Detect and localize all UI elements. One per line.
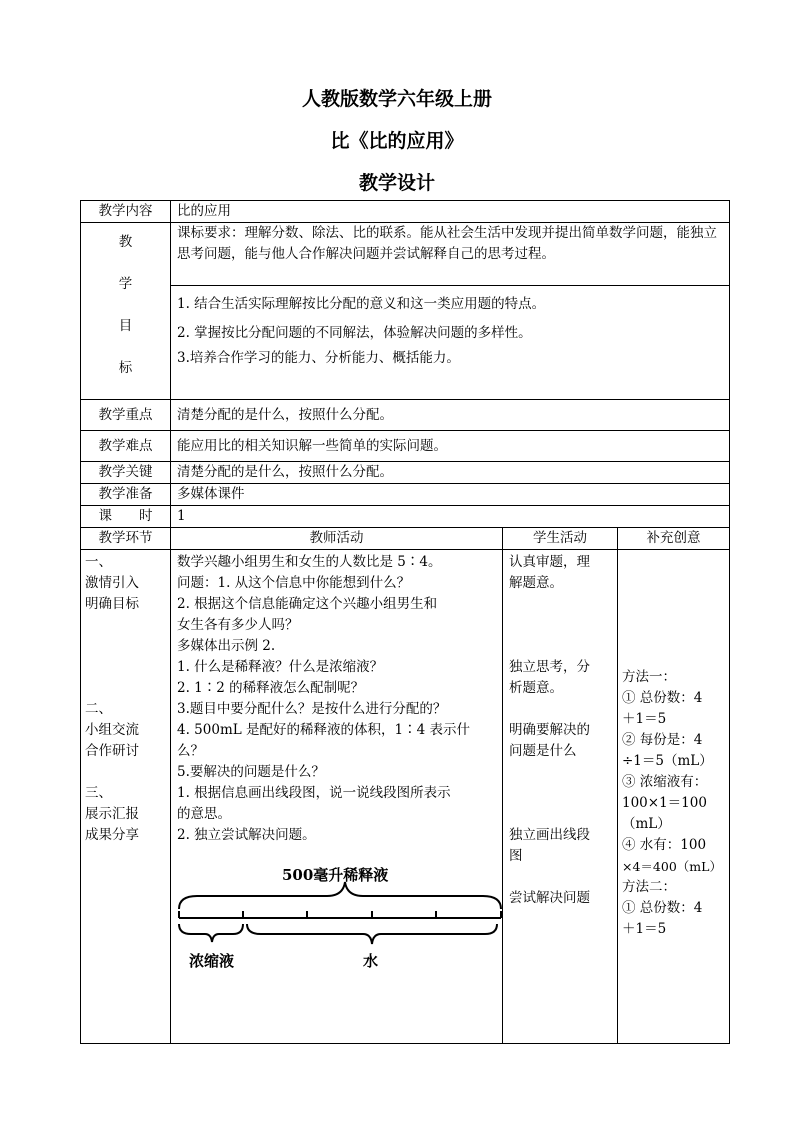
diagram-total-label: 500毫升稀释液 <box>282 866 389 884</box>
goals-label-char: 教 <box>118 234 133 250</box>
goals-label <box>81 223 171 400</box>
goals-items <box>171 286 730 400</box>
extra-line: 方法二： <box>622 879 676 895</box>
teacher-line: 女生各有多少人吗？ <box>177 617 299 633</box>
lesson-plan-table <box>80 200 730 1044</box>
teacher-line: 的意思。 <box>177 806 231 822</box>
student-line: 独立思考，分 <box>509 659 590 675</box>
diagram-water-label: 水 <box>363 952 379 970</box>
extra-line: ② 每份是：4 <box>622 732 703 748</box>
teacher-line: 2. 独立尝试解决问题。 <box>177 827 316 843</box>
teacher-line: 2. 1∶2 的稀释液怎么配制呢？ <box>177 680 365 696</box>
stage-line: 二、 <box>85 701 112 717</box>
left-brace <box>179 924 243 942</box>
student-line: 解题意。 <box>509 575 563 591</box>
row-goals-items <box>81 286 730 400</box>
extra-line: （mL） <box>622 816 671 832</box>
teacher-line: 1. 什么是稀释液？什么是浓缩液？ <box>177 659 384 675</box>
key-label: 教学关键 <box>81 462 171 484</box>
teacher-line: 3.题目中要分配什么？是按什么进行分配的？ <box>177 701 447 717</box>
goals-standard: 课标要求：理解分数、除法、比的联系。能从社会生活中发现并提出简单数学问题，能独立思考问题，能与他人合作解决问题并尝试解释自己的思考过程。 <box>171 223 730 286</box>
header-stage: 教学环节 <box>81 528 171 550</box>
goal-item: 1. 结合生活实际理解按比分配的意义和这一类应用题的特点。 <box>177 296 546 312</box>
stage-line: 成果分享 <box>85 827 139 843</box>
diagram-concentrate-label: 浓缩液 <box>189 952 235 970</box>
row-difficulty <box>81 431 730 462</box>
stage-line: 激情引入 <box>85 575 139 591</box>
stage-line: 展示汇报 <box>85 806 139 822</box>
student-line: 独立画出线段 <box>509 827 590 843</box>
teacher-line: 问题：1. 从这个信息中你能想到什么？ <box>177 575 411 591</box>
prep-value: 多媒体课件 <box>171 484 730 506</box>
row-process-header <box>81 528 730 550</box>
stage-line: 一、 <box>85 554 112 570</box>
key-point-value: 清楚分配的是什么，按照什么分配。 <box>171 400 730 431</box>
extra-line: ÷1＝5（mL） <box>622 753 713 769</box>
title-block <box>0 84 794 198</box>
student-line: 认真审题，理 <box>509 554 590 570</box>
goal-item: 2. 掌握按比分配问题的不同解法，体验解决问题的多样性。 <box>177 325 532 341</box>
row-hours <box>81 506 730 528</box>
hours-value: 1 <box>171 506 730 528</box>
extra-line: ① 总份数：4 <box>622 900 703 916</box>
right-brace <box>247 924 497 944</box>
teacher-line: 么？ <box>177 743 204 759</box>
document-title: 人教版数学六年级上册 <box>301 88 492 110</box>
goals-label-char: 学 <box>118 276 133 292</box>
student-line: 析题意。 <box>509 680 563 696</box>
hours-label: 课 时 <box>81 506 171 528</box>
extra-line: ④ 水有：100 <box>622 837 707 853</box>
row-goals-standard <box>81 223 730 286</box>
stage-line: 小组交流 <box>85 722 139 738</box>
row-content <box>81 201 730 223</box>
goal-item: 3.培养合作学习的能力、分析能力、概括能力。 <box>177 350 460 366</box>
key-point-label: 教学重点 <box>81 400 171 431</box>
student-line: 尝试解决问题 <box>509 890 590 906</box>
extra-line: ③ 浓缩液有： <box>622 774 708 790</box>
teacher-line: 数学兴趣小组男生和女生的人数比是 5∶4。 <box>177 554 442 570</box>
row-key-point <box>81 400 730 431</box>
line-segment-diagram <box>177 854 507 984</box>
student-line: 图 <box>509 848 523 864</box>
prep-label: 教学准备 <box>81 484 171 506</box>
student-line: 明确要解决的 <box>509 722 590 738</box>
row-prep <box>81 484 730 506</box>
diagram-svg <box>177 854 507 984</box>
key-value: 清楚分配的是什么，按照什么分配。 <box>171 462 730 484</box>
extra-line: ×4＝400（mL） <box>622 859 722 874</box>
teacher-line: 4. 500mL 是配好的稀释液的体积，1∶4 表示什 <box>177 722 470 738</box>
teacher-line: 多媒体出示例 2. <box>177 638 276 654</box>
header-extra: 补充创意 <box>618 528 730 550</box>
stage-line: 明确目标 <box>85 596 139 612</box>
student-line: 问题是什么 <box>509 743 577 759</box>
content-label: 教学内容 <box>81 201 171 223</box>
extra-line: ＋1＝5 <box>622 711 667 727</box>
stage-line: 合作研讨 <box>85 743 139 759</box>
lesson-title: 比《比的应用》 <box>330 130 464 152</box>
student-cell <box>503 550 618 1044</box>
teacher-cell <box>171 550 503 1044</box>
extra-line: ＋1＝5 <box>622 921 667 937</box>
extra-line: 100×1＝100 <box>622 795 707 811</box>
extra-cell <box>618 550 730 1044</box>
stage-cell <box>81 550 171 1044</box>
teacher-line: 1. 根据信息画出线段图，说一说线段图所表示 <box>177 785 451 801</box>
goals-label-char: 目 <box>118 318 133 334</box>
difficulty-value: 能应用比的相关知识解一些简单的实际问题。 <box>171 431 730 462</box>
row-key <box>81 462 730 484</box>
row-process <box>81 550 730 1044</box>
extra-line: ① 总份数：4 <box>622 690 703 706</box>
document-subtitle: 教学设计 <box>358 172 435 194</box>
header-student: 学生活动 <box>503 528 618 550</box>
header-teacher: 教师活动 <box>171 528 503 550</box>
teacher-line: 2. 根据这个信息能确定这个兴趣小组男生和 <box>177 596 438 612</box>
difficulty-label: 教学难点 <box>81 431 171 462</box>
goals-label-char: 标 <box>118 360 133 376</box>
content-value: 比的应用 <box>171 201 730 223</box>
extra-line: 方法一： <box>622 669 676 685</box>
stage-line: 三、 <box>85 785 112 801</box>
teacher-line: 5.要解决的问题是什么？ <box>177 764 325 780</box>
top-brace <box>179 882 501 909</box>
